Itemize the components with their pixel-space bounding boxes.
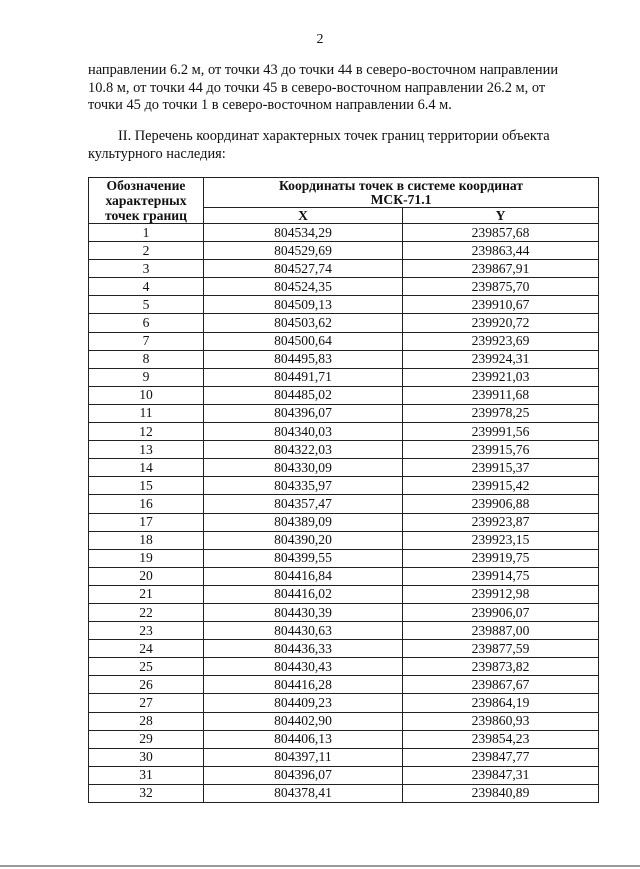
y-coordinate-cell: 239991,56 — [403, 423, 599, 441]
point-number-cell: 27 — [89, 694, 204, 712]
y-coordinate-cell: 239877,59 — [403, 640, 599, 658]
table-row — [89, 224, 599, 242]
x-coordinate-cell: 804503,62 — [204, 314, 403, 332]
table-row — [89, 712, 599, 730]
table-row — [89, 748, 599, 766]
y-coordinate-cell: 239887,00 — [403, 622, 599, 640]
y-coordinate-cell: 239912,98 — [403, 585, 599, 603]
point-number-cell: 12 — [89, 423, 204, 441]
x-coordinate-cell: 804416,02 — [204, 585, 403, 603]
y-coordinate-cell: 239906,07 — [403, 603, 599, 621]
y-coordinate-cell: 239920,72 — [403, 314, 599, 332]
point-number-cell: 17 — [89, 513, 204, 531]
x-coordinate-cell: 804527,74 — [204, 260, 403, 278]
point-number-cell: 20 — [89, 567, 204, 585]
table-row — [89, 477, 599, 495]
x-coordinate-cell: 804335,97 — [204, 477, 403, 495]
table-row — [89, 242, 599, 260]
point-number-cell: 29 — [89, 730, 204, 748]
point-number-cell: 21 — [89, 585, 204, 603]
point-number-cell: 10 — [89, 386, 204, 404]
table-row — [89, 368, 599, 386]
y-coordinate-cell: 239911,68 — [403, 386, 599, 404]
x-coordinate-cell: 804430,39 — [204, 603, 403, 621]
table-row — [89, 531, 599, 549]
y-coordinate-cell: 239921,03 — [403, 368, 599, 386]
y-column-header: Y — [403, 208, 599, 224]
table-row — [89, 350, 599, 368]
x-coordinate-cell: 804397,11 — [204, 748, 403, 766]
y-coordinate-cell: 239864,19 — [403, 694, 599, 712]
table-row — [89, 278, 599, 296]
table-row — [89, 676, 599, 694]
x-coordinate-cell: 804495,83 — [204, 350, 403, 368]
table-row — [89, 513, 599, 531]
point-number-cell: 25 — [89, 658, 204, 676]
point-number-cell: 30 — [89, 748, 204, 766]
table-row — [89, 730, 599, 748]
x-coordinate-cell: 804436,33 — [204, 640, 403, 658]
section-heading-line2: культурного наследия: — [88, 145, 226, 162]
y-coordinate-cell: 239854,23 — [403, 730, 599, 748]
intro-line: направлении 6.2 м, от точки 43 до точки 44 в северо-восточном направлении — [88, 62, 559, 78]
x-coordinate-cell: 804500,64 — [204, 332, 403, 350]
y-coordinate-cell: 239906,88 — [403, 495, 599, 513]
y-coordinate-cell: 239860,93 — [403, 712, 599, 730]
point-number-cell: 22 — [89, 603, 204, 621]
x-coordinate-cell: 804509,13 — [204, 296, 403, 314]
point-designation-header-line: точек границ — [105, 208, 187, 223]
x-coordinate-cell: 804416,28 — [204, 676, 403, 694]
table-row — [89, 386, 599, 404]
y-coordinate-cell: 239978,25 — [403, 404, 599, 422]
x-coordinate-cell: 804534,29 — [204, 224, 403, 242]
page-bottom-edge — [0, 865, 640, 867]
x-coordinate-cell: 804340,03 — [204, 423, 403, 441]
point-number-cell: 18 — [89, 531, 204, 549]
x-coordinate-cell: 804529,69 — [204, 242, 403, 260]
coordinates-system-header-line: МСК-71.1 — [370, 191, 432, 207]
x-coordinate-cell: 804485,02 — [204, 386, 403, 404]
y-coordinate-cell: 239857,68 — [403, 224, 599, 242]
coordinates-system-header-line: Координаты точек в системе координат — [278, 177, 524, 193]
point-number-cell: 8 — [89, 350, 204, 368]
table-row — [89, 622, 599, 640]
intro-line: 10.8 м, от точки 44 до точки 45 в северо-восточном направлении 26.2 м, от — [88, 79, 546, 96]
y-coordinate-cell: 239875,70 — [403, 278, 599, 296]
coordinates-system-header — [204, 178, 599, 208]
section-heading — [88, 128, 596, 163]
x-coordinate-cell: 804524,35 — [204, 278, 403, 296]
table-row — [89, 441, 599, 459]
point-number-cell: 23 — [89, 622, 204, 640]
x-coordinate-cell: 804396,07 — [204, 404, 403, 422]
y-coordinate-cell: 239840,89 — [403, 784, 599, 802]
y-coordinate-cell: 239923,15 — [403, 531, 599, 549]
y-coordinate-cell: 239873,82 — [403, 658, 599, 676]
point-designation-header — [89, 178, 204, 224]
y-coordinate-cell: 239924,31 — [403, 350, 599, 368]
point-number-cell: 5 — [89, 296, 204, 314]
point-number-cell: 32 — [89, 784, 204, 802]
page-number: 2 — [316, 32, 324, 47]
y-coordinate-cell: 239915,76 — [403, 441, 599, 459]
point-number-cell: 31 — [89, 766, 204, 784]
x-coordinate-cell: 804430,63 — [204, 622, 403, 640]
point-number-cell: 2 — [89, 242, 204, 260]
y-coordinate-cell: 239914,75 — [403, 567, 599, 585]
y-coordinate-cell: 239915,37 — [403, 459, 599, 477]
intro-paragraph — [88, 62, 596, 115]
table-row — [89, 423, 599, 441]
y-coordinate-cell: 239847,31 — [403, 766, 599, 784]
point-designation-header-line: Обозначение — [106, 178, 186, 193]
x-coordinate-cell: 804402,90 — [204, 712, 403, 730]
x-coordinate-cell: 804430,43 — [204, 658, 403, 676]
x-column-header: X — [204, 208, 403, 224]
x-coordinate-cell: 804416,84 — [204, 567, 403, 585]
table-row — [89, 567, 599, 585]
y-coordinate-cell: 239867,67 — [403, 676, 599, 694]
y-coordinate-cell: 239923,87 — [403, 513, 599, 531]
intro-line: точки 45 до точки 1 в северо-восточном направлении 6.4 м. — [88, 97, 452, 114]
point-designation-header-line: характерных — [105, 193, 187, 208]
x-coordinate-cell: 804399,55 — [204, 549, 403, 567]
point-number-cell: 4 — [89, 278, 204, 296]
point-number-cell: 1 — [89, 224, 204, 242]
table-row — [89, 694, 599, 712]
section-heading-line1: II. Перечень координат характерных точек границ территории объекта — [118, 128, 550, 144]
coordinates-table — [88, 177, 599, 803]
y-coordinate-cell: 239923,69 — [403, 332, 599, 350]
table-row — [89, 296, 599, 314]
point-number-cell: 26 — [89, 676, 204, 694]
table-row — [89, 260, 599, 278]
point-number-cell: 13 — [89, 441, 204, 459]
point-number-cell: 15 — [89, 477, 204, 495]
point-number-cell: 28 — [89, 712, 204, 730]
y-coordinate-cell: 239915,42 — [403, 477, 599, 495]
point-number-cell: 3 — [89, 260, 204, 278]
table-row — [89, 314, 599, 332]
x-coordinate-cell: 804396,07 — [204, 766, 403, 784]
point-number-cell: 19 — [89, 549, 204, 567]
y-coordinate-cell: 239919,75 — [403, 549, 599, 567]
table-row — [89, 784, 599, 802]
point-number-cell: 14 — [89, 459, 204, 477]
x-coordinate-cell: 804491,71 — [204, 368, 403, 386]
table-row — [89, 585, 599, 603]
point-number-cell: 16 — [89, 495, 204, 513]
table-row — [89, 766, 599, 784]
x-coordinate-cell: 804389,09 — [204, 513, 403, 531]
x-coordinate-cell: 804406,13 — [204, 730, 403, 748]
y-coordinate-cell: 239847,77 — [403, 748, 599, 766]
point-number-cell: 11 — [89, 404, 204, 422]
table-row — [89, 640, 599, 658]
y-coordinate-cell: 239863,44 — [403, 242, 599, 260]
table-row — [89, 495, 599, 513]
x-coordinate-cell: 804357,47 — [204, 495, 403, 513]
y-coordinate-cell: 239910,67 — [403, 296, 599, 314]
table-row — [89, 658, 599, 676]
table-row — [89, 459, 599, 477]
x-coordinate-cell: 804390,20 — [204, 531, 403, 549]
point-number-cell: 7 — [89, 332, 204, 350]
table-row — [89, 404, 599, 422]
table-row — [89, 549, 599, 567]
x-coordinate-cell: 804378,41 — [204, 784, 403, 802]
point-number-cell: 9 — [89, 368, 204, 386]
x-coordinate-cell: 804409,23 — [204, 694, 403, 712]
table-row — [89, 603, 599, 621]
x-coordinate-cell: 804330,09 — [204, 459, 403, 477]
y-coordinate-cell: 239867,91 — [403, 260, 599, 278]
table-row — [89, 332, 599, 350]
point-number-cell: 24 — [89, 640, 204, 658]
x-coordinate-cell: 804322,03 — [204, 441, 403, 459]
coordinates-table-body — [89, 224, 599, 803]
point-number-cell: 6 — [89, 314, 204, 332]
